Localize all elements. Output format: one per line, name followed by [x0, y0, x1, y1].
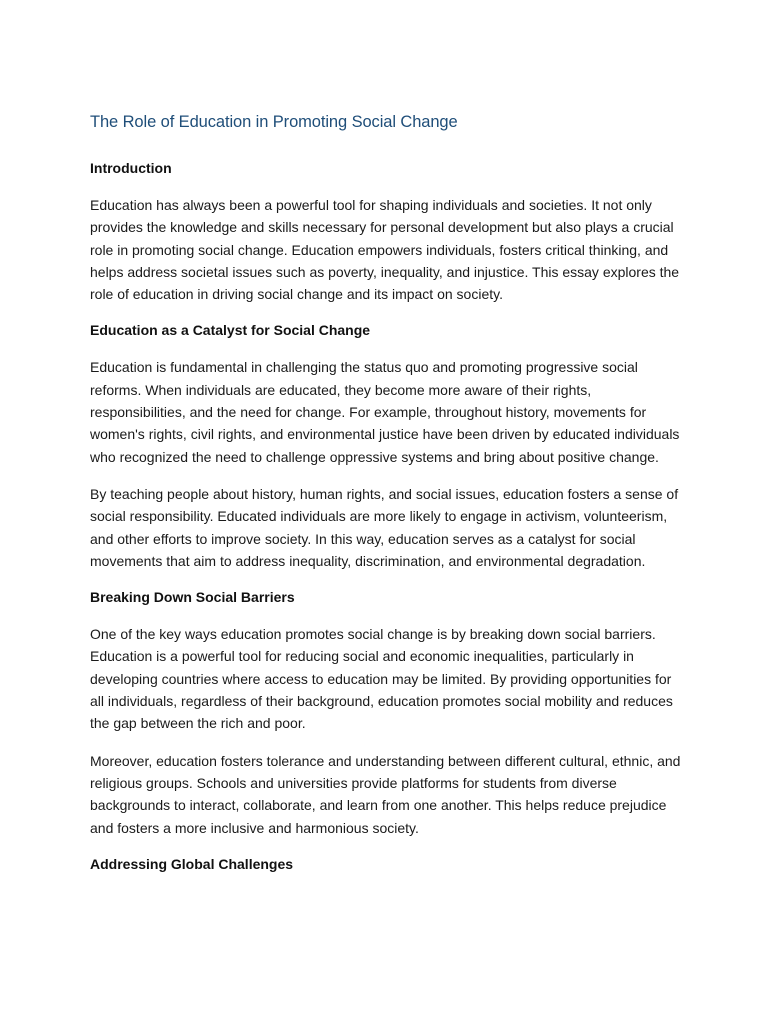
section-heading-barriers: Breaking Down Social Barriers — [90, 589, 295, 606]
paragraph: Moreover, education fosters tolerance and understanding between different cultural, ethnic, and religious groups. Schools and universities provide platforms for students from diverse backgrounds to interact, collaborate, and learn from one another. This helps reduce prejudice and fosters a more inclusive and harmonious society. — [90, 752, 681, 836]
section-heading-introduction: Introduction — [90, 160, 172, 176]
paragraph: Education is fundamental in challenging the status quo and promoting progressive social reforms. When individuals are educated, they become more aware of their rights, responsibilities, and the need for change. For example, throughout history, movements for women's rights, civil rights, and environmental justice have been driven by educated individuals who recognized the need to challenge oppressive systems and bring about positive change. — [90, 359, 680, 465]
paragraph: By teaching people about history, human rights, and social issues, education fosters a sense of social responsibility. Educated individuals are more likely to engage in activism, volunteerism, and other efforts to improve society. In this way, education serves as a catalyst for social movements that aim to address inequality, discrimination, and environmental degradation. — [90, 485, 679, 569]
section-heading-global: Addressing Global Challenges — [90, 855, 294, 872]
paragraph: One of the key ways education promotes social change is by breaking down social barriers. Education is a powerful tool for reducing social and economic inequalities, particularly in developing countries where access to education may be limited. By providing opportunities for all individuals, regardless of their background, education promotes social mobility and reduces the gap between the rich and poor. — [90, 626, 673, 732]
document-page — [90, 108, 682, 890]
page-title: The Role of Education in Promoting Social Change — [90, 113, 458, 131]
paragraph: Education has always been a powerful tool for shaping individuals and societies. It not only provides the knowledge and skills necessary for personal development but also plays a crucial role in promoting social change. Education empowers individuals, fosters critical thinking, and helps address societal issues such as poverty, inequality, and injustice. This essay explores the role of education in driving social change and its impact on society. — [90, 197, 680, 303]
section-heading-catalyst: Education as a Catalyst for Social Change — [90, 322, 371, 339]
